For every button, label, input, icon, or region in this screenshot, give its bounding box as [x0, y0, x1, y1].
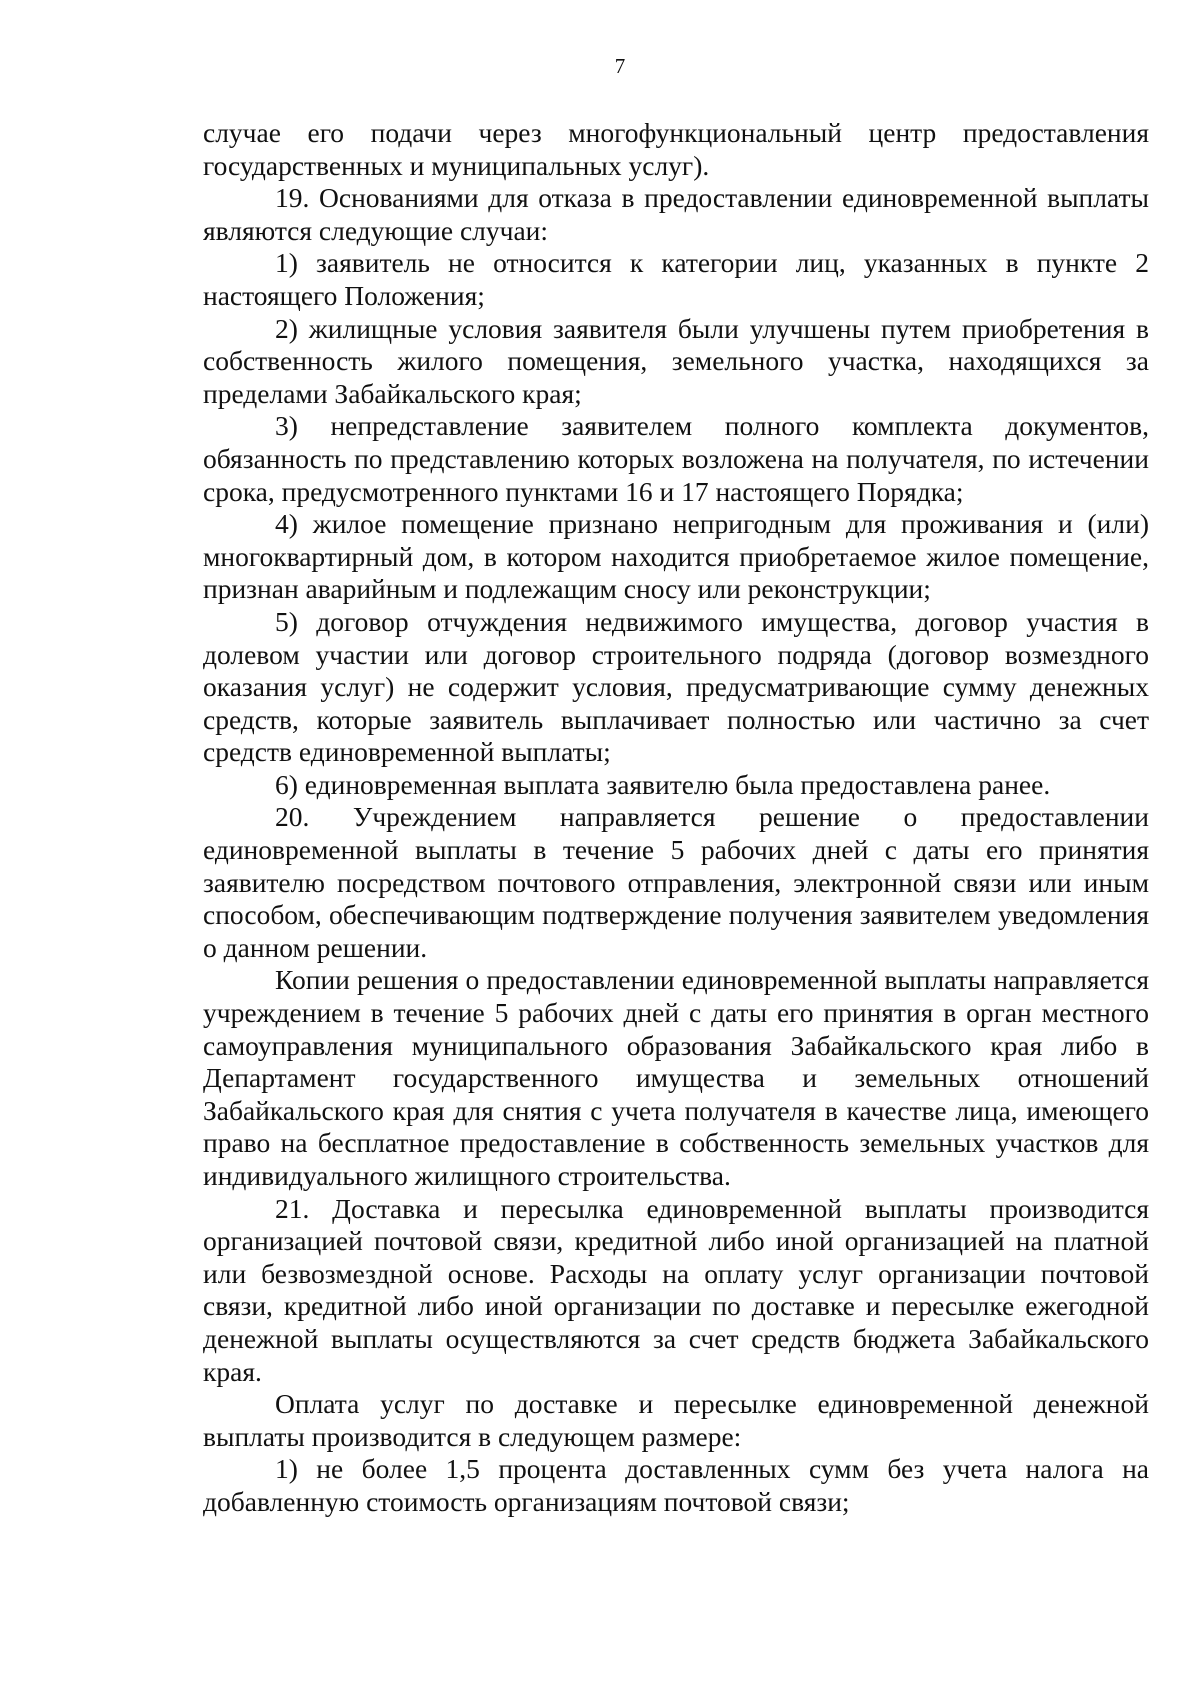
paragraph: 19. Основаниями для отказа в предоставлении единовременной выплаты являются следующие случаи:: [203, 182, 1149, 246]
paragraph: 21. Доставка и пересылка единовременной выплаты производится организацией почтовой связи, кредитной либо иной организацией на платной или безвозмездной основе. Расходы на оплату услуг организации почтовой связи, кредитной либо иной организации по доставке и пересылке ежегодной денежной выплаты осуществляются за счет средств бюджета Забайкальского края.: [203, 1192, 1149, 1387]
paragraph: 4) жилое помещение признано непригодным для проживания и (или) многоквартирный дом, в котором находится приобретаемое жилое помещение, признан аварийным и подлежащим сносу или реконструкции;: [203, 508, 1149, 605]
paragraph: 1) не более 1,5 процента доставленных сумм без учета налога на добавленную стоимость организациям почтовой связи;: [203, 1453, 1149, 1517]
paragraph: случае его подачи через многофункциональный центр предоставления государственных и муниципальных услуг).: [203, 117, 1149, 181]
paragraph: Копии решения о предоставлении единовременной выплаты направляется учреждением в течение 5 рабочих дней с даты его принятия в орган местного самоуправления муниципального образования Забайкальского края либо в Департамент государственного имущества и земельных отношений Забайкальского края для снятия с учета получателя в качестве лица, имеющего право на бесплатное предоставление в собственность земельных участков для индивидуального жилищного строительства.: [203, 964, 1149, 1191]
page-number: 7: [614, 54, 626, 78]
document-body: [203, 117, 1149, 1519]
paragraph: 5) договор отчуждения недвижимого имущества, договор участия в долевом участии или договор строительного подряда (договор возмездного оказания услуг) не содержит условия, предусматривающие сумму денежных средств, которые заявитель выплачивает полностью или частично за счет средств единовременной выплаты;: [203, 605, 1149, 768]
paragraph: Оплата услуг по доставке и пересылке единовременной денежной выплаты производится в следующем размере:: [203, 1388, 1149, 1452]
paragraph: 1) заявитель не относится к категории лиц, указанных в пункте 2 настоящего Положения;: [203, 247, 1149, 311]
paragraph: 20. Учреждением направляется решение о предоставлении единовременной выплаты в течение 5 рабочих дней с даты его принятия заявителю посредством почтового отправления, электронной связи или иным способом, обеспечивающим подтверждение получения заявителем уведомления о данном решении.: [203, 801, 1149, 963]
paragraph: 2) жилищные условия заявителя были улучшены путем приобретения в собственность жилого помещения, земельного участка, находящихся за пределами Забайкальского края;: [203, 312, 1149, 409]
paragraph: 6) единовременная выплата заявителю была предоставлена ранее.: [275, 768, 1051, 800]
paragraph: 3) непредставление заявителем полного комплекта документов, обязанность по представлению которых возложена на получателя, по истечении срока, предусмотренного пунктами 16 и 17 настоящего Порядка;: [203, 410, 1149, 507]
